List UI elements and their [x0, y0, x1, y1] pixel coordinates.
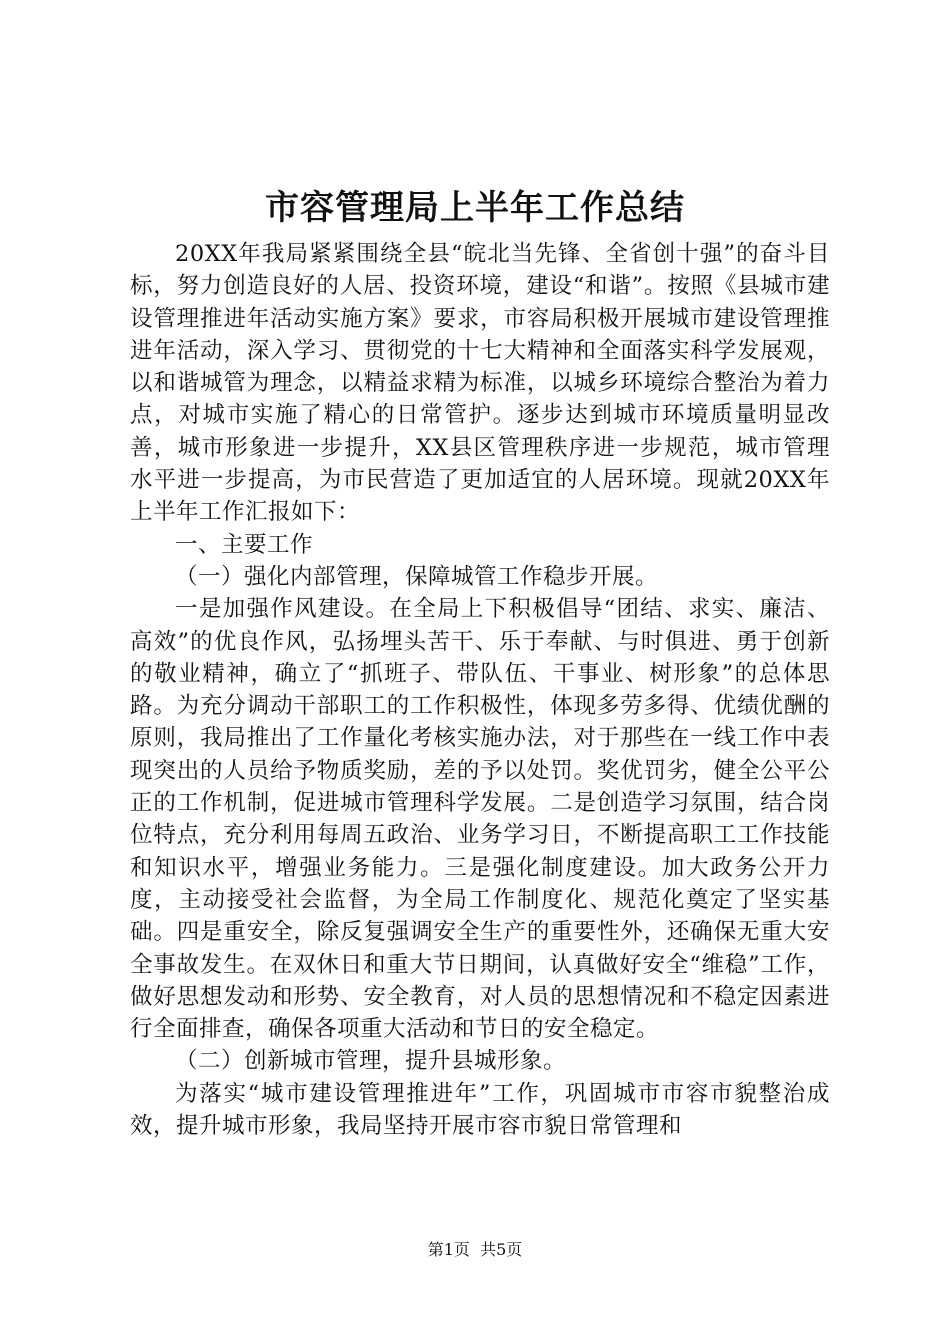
paragraph-innovation: 为落实“城市建设管理推进年”工作，巩固城市市容市貌整治成效，提升城市形象，我局坚持开展市容市貌日常管理和: [130, 1080, 830, 1140]
page-number-label: 第1页 共5页: [427, 1240, 523, 1259]
document-body: [130, 238, 830, 1142]
document-title: 市容管理局上半年工作总结: [265, 188, 685, 228]
paragraph-internal-management: 一是加强作风建设。在全局上下积极倡导“团结、求实、廉洁、高效”的优良作风，弘扬埋头苦干、乐于奉献、与时俱进、勇于创新的敬业精神，确立了“抓班子、带队伍、干事业、树形象”的总体思路。为充分调动干部职工的工作积极性，体现多劳多得、优绩优酬的原则，我局推出了工作量化考核实施办法，对于那些在一线工作中表现突出的人员给予物质奖励，差的予以处罚。奖优罚劣，健全公平公正的工作机制，促进城市管理科学发展。二是创造学习氛围，结合岗位特点，充分利用每周五政治、业务学习日，不断提高职工工作技能和知识水平，增强业务能力。三是强化制度建设。加大政务公开力度，主动接受社会监督，为全局工作制度化、规范化奠定了坚实基础。四是重安全，除反复强调安全生产的重要性外，还确保无重大安全事故发生。在双休日和重大节日期间，认真做好安全“维稳”工作，做好思想发动和形势、安全教育，对人员的思想情况和不稳定因素进行全面排查，确保各项重大活动和节日的安全稳定。: [130, 596, 830, 1043]
subsection-heading-internal-management: （一）强化内部管理，保障城管工作稳步开展。: [175, 563, 659, 590]
page-footer: [0, 1240, 950, 1260]
section-heading-main-work: 一、主要工作: [175, 531, 314, 558]
paragraph-intro: 20XX年我局紧紧围绕全县“皖北当先锋、全省创十强”的奋斗目标，努力创造良好的人居、投资环境，建设“和谐”。按照《县城市建设管理推进年活动实施方案》要求，市容局积极开展城市建设管理推进年活动，深入学习、贯彻党的十七大精神和全面落实科学发展观，以和谐城管为理念，以精益求精为标准，以城乡环境综合整治为着力点，对城市实施了精心的日常管护。逐步达到城市环境质量明显改善，城市形象进一步提升，XX县区管理秩序进一步规范，城市管理水平进一步提高，为市民营造了更加适宜的人居环境。现就20XX年上半年工作汇报如下：: [130, 241, 830, 526]
subsection-heading-innovation: （二）创新城市管理，提升县城形象。: [175, 1048, 567, 1075]
